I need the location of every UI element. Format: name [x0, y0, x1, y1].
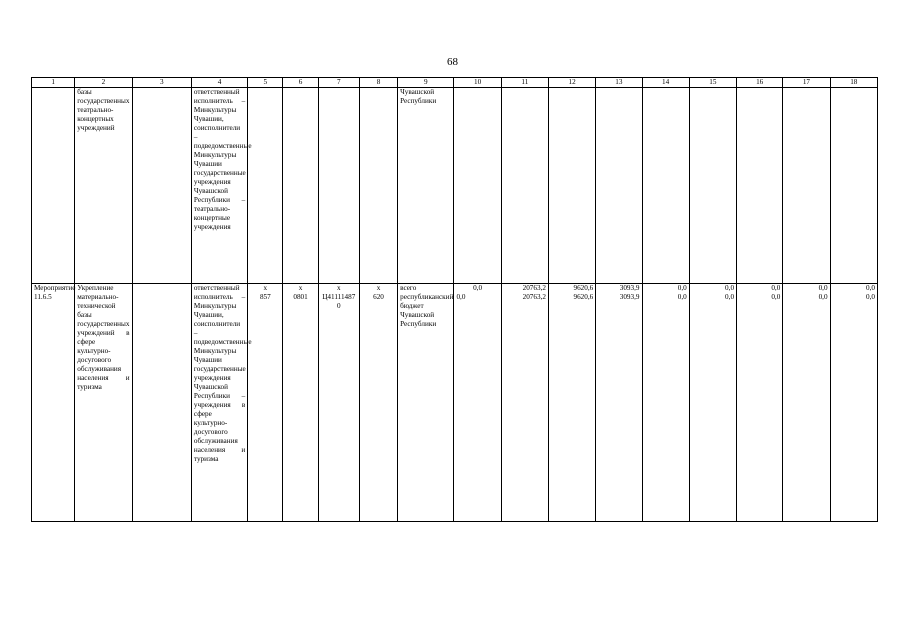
- value-total: 20763,2: [522, 284, 546, 292]
- value-budget: 0,0: [818, 293, 828, 301]
- code-total: x: [298, 284, 303, 292]
- col-header: 12: [548, 78, 595, 88]
- value-budget: 0,0: [771, 293, 781, 301]
- cell-value: [830, 284, 877, 522]
- col-header: 3: [132, 78, 191, 88]
- code-budget: Ц411114870: [322, 293, 356, 310]
- col-header: 16: [737, 78, 783, 88]
- header-row: [32, 78, 878, 88]
- cell-code: [318, 88, 359, 284]
- col-header: 11: [501, 78, 548, 88]
- value-budget: 20763,2: [522, 293, 546, 301]
- cell-value: [454, 88, 501, 284]
- cell-executor: ответственный исполнитель – Минкультуры Чувашии, соисполнители – подведомственные Минкультуры Чувашии государственные учреждения Чувашской Республики – учреждения в сфере культурно-досугового обслуживания населения и туризма: [191, 284, 247, 522]
- cell-executor: ответственный исполнитель – Минкультуры Чувашии, соисполнители – подведомственные Минкультуры Чувашии государственные учреждения Чувашской Республики – театрально-концертные учреждения: [191, 88, 247, 284]
- cell-value: [501, 88, 548, 284]
- page-number: 68: [447, 56, 458, 68]
- cell-status: Мероприятие 11.6.5: [32, 284, 75, 522]
- cell-value: [548, 284, 595, 522]
- value-total: 0,0: [818, 284, 828, 292]
- cell-code: [283, 88, 318, 284]
- col-header: 1: [32, 78, 75, 88]
- cell-value: [783, 88, 830, 284]
- cell-value: [642, 284, 689, 522]
- cell-value: [596, 284, 642, 522]
- col-header: 5: [248, 78, 283, 88]
- col-header: 18: [830, 78, 877, 88]
- cell-value: [830, 88, 877, 284]
- code-budget: 0801: [293, 293, 308, 301]
- value-budget: 3093,9: [619, 293, 640, 301]
- cell-value: [689, 88, 736, 284]
- code-total: x: [336, 284, 341, 292]
- value-total: 0,0: [677, 284, 687, 292]
- cell-value: [689, 284, 736, 522]
- cell-code-grbs: [248, 284, 283, 522]
- cell-code-section: [283, 284, 318, 522]
- col-header: 9: [398, 78, 454, 88]
- value-budget: 9620,6: [573, 293, 594, 301]
- code-budget: 620: [373, 293, 384, 301]
- code-total: x: [263, 284, 268, 292]
- table-row: [32, 88, 878, 284]
- cell-code: [248, 88, 283, 284]
- col-header: 15: [689, 78, 736, 88]
- value-total: 0,0: [866, 284, 875, 292]
- code-total: x: [376, 284, 381, 292]
- value-budget: 0,0: [866, 293, 875, 301]
- cell-source: [398, 284, 454, 522]
- cell-name: базы государственных театрально-концертных учреждений: [75, 88, 132, 284]
- cell-value: [737, 284, 783, 522]
- value-total: 3093,9: [619, 284, 640, 292]
- cell-value: [548, 88, 595, 284]
- col-header: 4: [191, 78, 247, 88]
- cell-value: [642, 88, 689, 284]
- value-total: 0,0: [473, 284, 483, 292]
- cell-status: [32, 88, 75, 284]
- cell-code: [359, 88, 397, 284]
- value-budget: 0,0: [677, 293, 687, 301]
- source-budget: республиканский бюджет Чувашской Республики: [400, 293, 454, 328]
- cell-source: Чувашской Республики: [398, 88, 454, 284]
- cell-code-type: [359, 284, 397, 522]
- cell-value: [454, 284, 501, 522]
- cell-value: [737, 88, 783, 284]
- value-budget: 0,0: [456, 293, 466, 301]
- col-header: 6: [283, 78, 318, 88]
- col-header: 14: [642, 78, 689, 88]
- source-total: всего: [400, 284, 417, 292]
- code-budget: 857: [259, 293, 271, 301]
- col-header: 13: [596, 78, 642, 88]
- program-table: [31, 77, 878, 522]
- cell-code-target: [318, 284, 359, 522]
- cell-value: [596, 88, 642, 284]
- cell-value: [783, 284, 830, 522]
- col-header: 8: [359, 78, 397, 88]
- col-header: 10: [454, 78, 501, 88]
- col-header: 2: [75, 78, 132, 88]
- col-header: 17: [783, 78, 830, 88]
- cell-goal: [132, 284, 191, 522]
- cell-value: [501, 284, 548, 522]
- table-row: [32, 284, 878, 522]
- value-total: 0,0: [771, 284, 781, 292]
- cell-goal: [132, 88, 191, 284]
- cell-name: Укрепление материально-технической базы государственных учреждений в сфере культурно-досугового обслуживания населения и туризма: [75, 284, 132, 522]
- value-total: 0,0: [725, 284, 735, 292]
- value-total: 9620,6: [573, 284, 594, 292]
- value-budget: 0,0: [725, 293, 735, 301]
- col-header: 7: [318, 78, 359, 88]
